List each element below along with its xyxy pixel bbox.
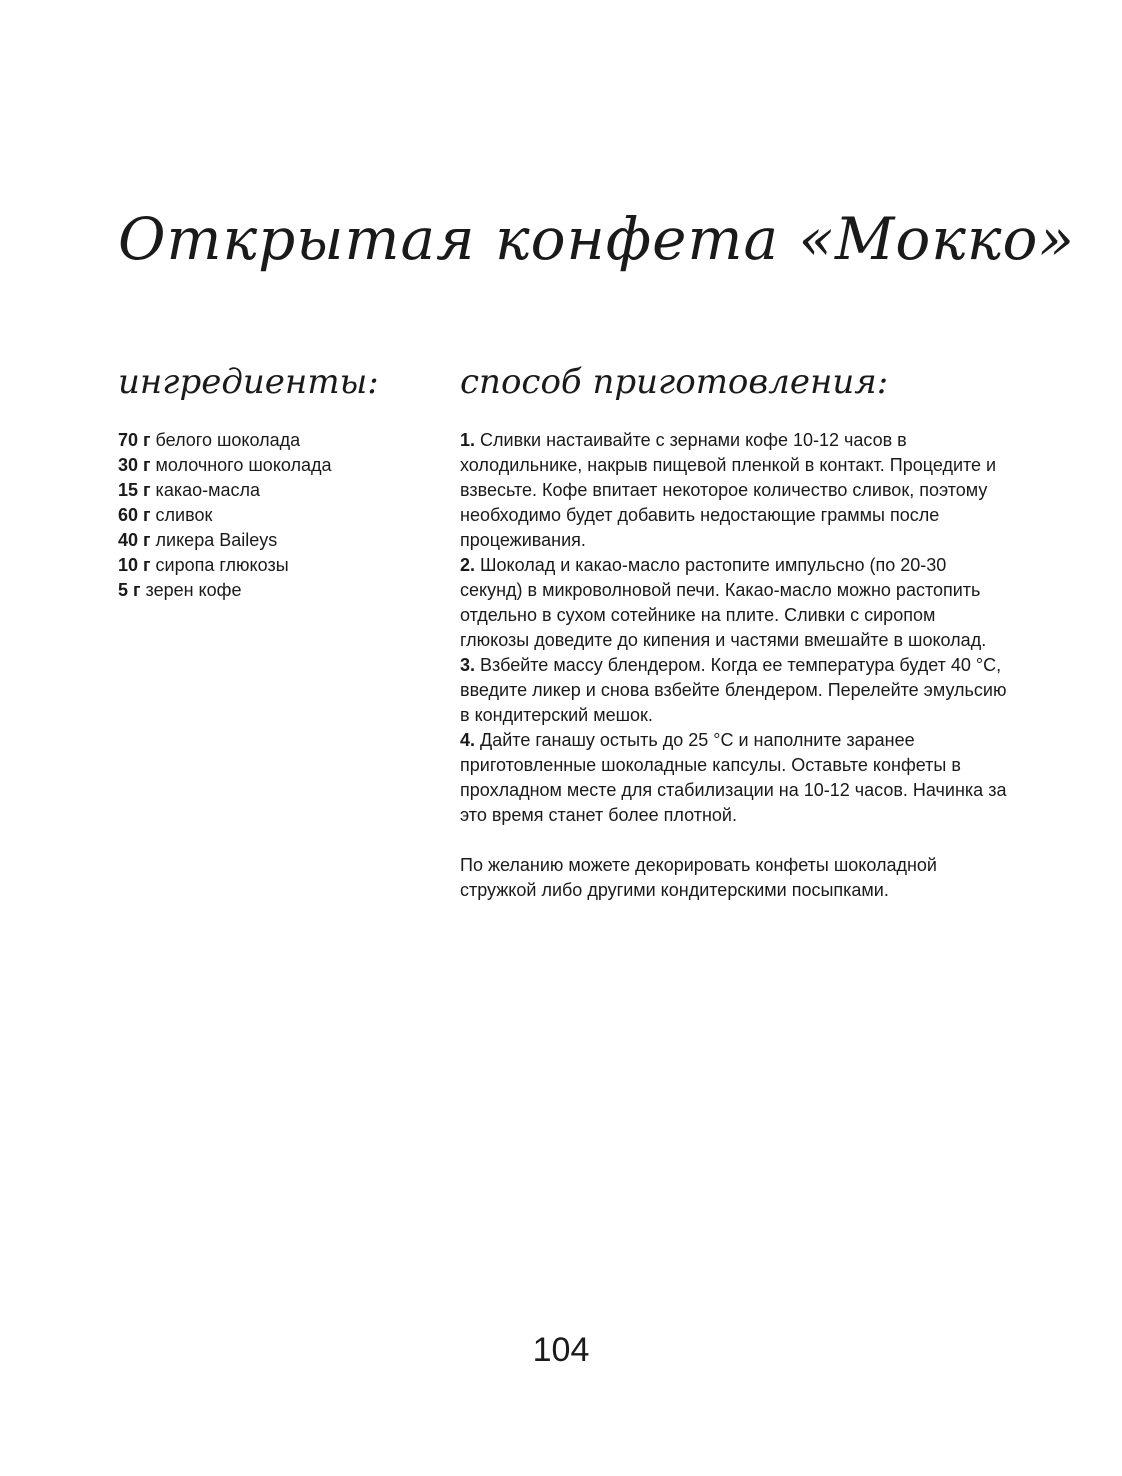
- step-text: Шоколад и какао-масло растопите импульсно (по 20-30 секунд) в микроволновой печи. Какао-масло можно растопить отдельно в сухом сотейнике на плите. Сливки с сиропом глюкозы доведите до кипения и частями вмешайте в шоколад.: [460, 555, 987, 650]
- step-number: 3.: [460, 655, 476, 675]
- method-text: [460, 428, 1008, 903]
- ingredient-item: [118, 553, 438, 578]
- ingredient-quantity: 10 г: [118, 555, 151, 575]
- method-heading: способ приготовления:: [460, 362, 889, 402]
- step-number: 1.: [460, 430, 476, 450]
- ingredient-name: молочного шоколада: [155, 455, 332, 475]
- ingredient-name: сливок: [155, 505, 213, 525]
- step-text: Дайте ганашу остыть до 25 °С и наполните заранее приготовленные шоколадные капсулы. Оставьте конфеты в прохладном месте для стабилизации на 10-12 часов. Начинка за это время станет более плотной.: [460, 730, 1007, 825]
- ingredient-quantity: 30 г: [118, 455, 151, 475]
- ingredients-heading: ингредиенты:: [118, 362, 379, 402]
- ingredient-item: [118, 578, 438, 603]
- ingredient-item: [118, 478, 438, 503]
- ingredient-quantity: 15 г: [118, 480, 151, 500]
- method-note: По желанию можете декорировать конфеты шоколадной стружкой либо другими кондитерскими посыпками.: [460, 855, 937, 900]
- ingredient-item: [118, 453, 438, 478]
- ingredient-quantity: 5 г: [118, 580, 141, 600]
- ingredient-quantity: 40 г: [118, 530, 151, 550]
- ingredient-item: [118, 428, 438, 453]
- page-number: 104: [532, 1331, 590, 1369]
- method-step: [460, 553, 1008, 653]
- step-number: 4.: [460, 730, 476, 750]
- ingredients-list: [118, 428, 438, 603]
- ingredient-quantity: 70 г: [118, 430, 151, 450]
- step-text: Сливки настаивайте с зернами кофе 10-12 часов в холодильнике, накрыв пищевой пленкой в контакт. Процедите и взвесьте. Кофе впитает некоторое количество сливок, поэтому необходимо будет добавить недостающие граммы после процеживания.: [460, 430, 997, 550]
- page-title: Открытая конфета «Мокко»: [118, 205, 1075, 273]
- ingredient-name: какао-масла: [155, 480, 261, 500]
- ingredient-name: белого шоколада: [155, 430, 301, 450]
- step-number: 2.: [460, 555, 476, 575]
- ingredient-name: зерен кофе: [145, 580, 242, 600]
- ingredient-name: сиропа глюкозы: [155, 555, 289, 575]
- step-text: Взбейте массу блендером. Когда ее температура будет 40 °С, введите ликер и снова взбейте блендером. Перелейте эмульсию в кондитерский мешок.: [460, 655, 1007, 725]
- method-step: [460, 428, 1008, 553]
- ingredient-item: [118, 503, 438, 528]
- ingredient-item: [118, 528, 438, 553]
- method-step: [460, 728, 1008, 828]
- method-step: [460, 653, 1008, 728]
- ingredient-name: ликера Baileys: [155, 530, 278, 550]
- ingredient-quantity: 60 г: [118, 505, 151, 525]
